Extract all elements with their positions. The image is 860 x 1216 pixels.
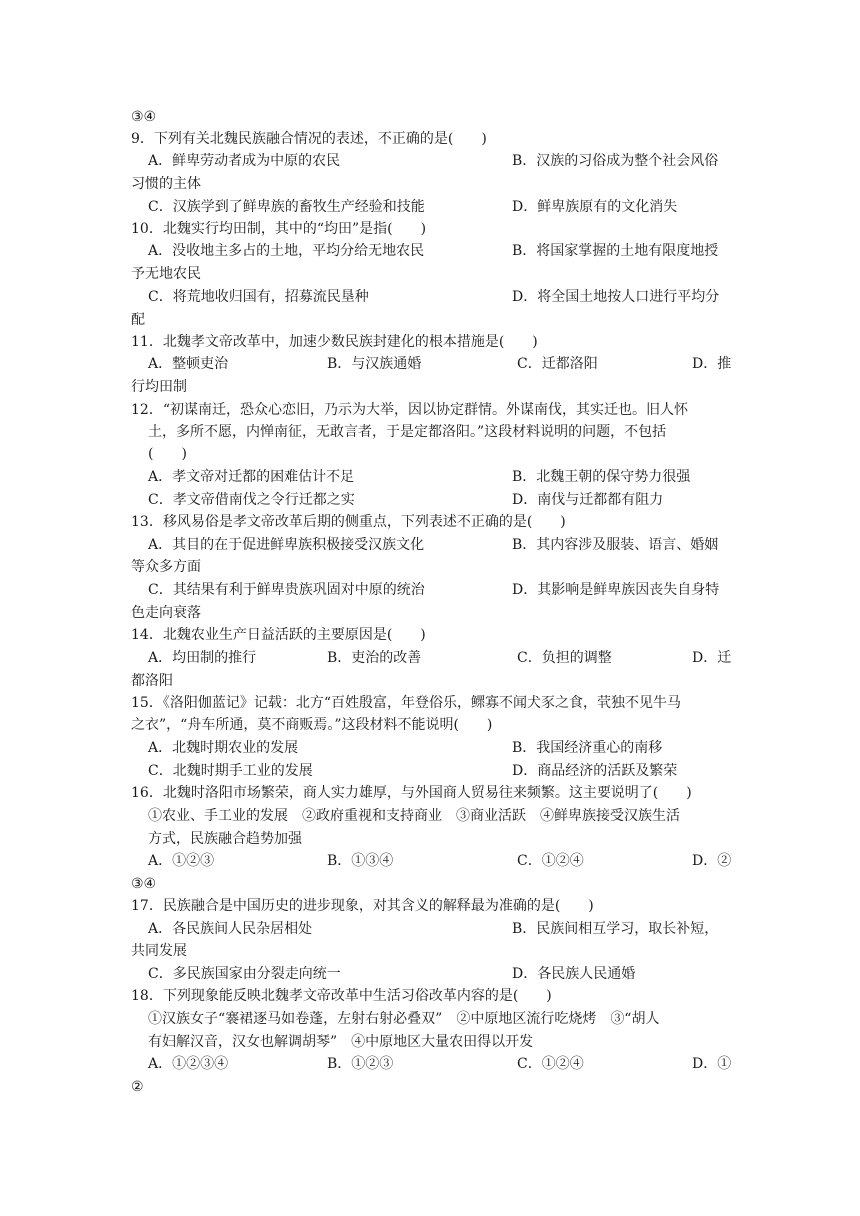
q18-option-a: A．①②③④ <box>148 1056 229 1072</box>
q18-statements: ①汉族女子“褰裙逐马如卷蓬，左射右射必叠双” ②中原地区流行吃烧烤 ③“胡人 <box>148 1011 660 1027</box>
q14-option-a: A．均田制的推行 <box>148 650 257 666</box>
q16-option-d-cont: ③④ <box>131 876 157 892</box>
q10-option-b-cont: 予无地农民 <box>131 266 201 282</box>
q14-option-c: C．负担的调整 <box>517 650 612 666</box>
q17-option-b-cont: 共同发展 <box>131 943 187 959</box>
q9-option-d: D．鲜卑族原有的文化消失 <box>512 199 678 215</box>
question-15-line-2: 之衣”，“舟车所通，莫不商贩焉。”这段材料不能说明( ) <box>131 717 493 733</box>
q14-option-d: D．迁 <box>692 650 732 666</box>
question-15: 15．《洛阳伽蓝记》记载：北方“百姓殷富，年登俗乐，鳏寡不闻犬豕之食，茕独不见牛马 <box>131 695 681 711</box>
q13-option-d-cont: 色走向衰落 <box>131 605 201 621</box>
q17-option-b: B．民族间相互学习，取长补短， <box>512 921 719 937</box>
continuation-line: ③④ <box>131 109 157 125</box>
q10-option-d-cont: 配 <box>131 312 145 328</box>
q13-option-d: D．其影响是鲜卑族因丧失自身特 <box>512 582 720 598</box>
q13-option-a: A．其目的在于促进鲜卑族积极接受汉族文化 <box>148 537 425 553</box>
q17-option-c: C．多民族国家由分裂走向统一 <box>148 966 341 982</box>
q14-option-d-cont: 都洛阳 <box>131 673 173 689</box>
q11-option-c: C．迁都洛阳 <box>517 356 598 372</box>
q16-option-a: A．①②③ <box>148 853 215 869</box>
q16-option-c: C．①②④ <box>517 853 584 869</box>
question-12-line-2: 土，多所不愿，内惮南征，无敢言者，于是定都洛阳。”这段材料说明的问题，不包括 <box>148 424 667 440</box>
q12-option-d: D．南伐与迁都都有阻力 <box>512 492 664 508</box>
q17-option-a: A．各民族间人民杂居相处 <box>148 921 313 937</box>
q10-option-c: C．将荒地收归国有，招募流民垦种 <box>148 289 369 305</box>
q9-option-b: B．汉族的习俗成为整个社会风俗 <box>512 153 719 169</box>
question-16: 16．北魏时洛阳市场繁荣，商人实力雄厚，与外国商人贸易往来频繁。这主要说明了( ) <box>131 785 692 801</box>
q16-statements: ①农业、手工业的发展 ②政府重视和支持商业 ③商业活跃 ④鲜卑族接受汉族生活 <box>148 808 680 824</box>
q15-option-b: B．我国经济重心的南移 <box>512 740 663 756</box>
q15-option-d: D．商品经济的活跃及繁荣 <box>512 763 678 779</box>
q10-option-d: D．将全国土地按人口进行平均分 <box>512 289 720 305</box>
q11-option-b: B．与汉族通婚 <box>327 356 422 372</box>
q13-option-b: B．其内容涉及服装、语言、婚姻 <box>512 537 719 553</box>
q13-option-b-cont: 等众多方面 <box>131 559 201 575</box>
question-14: 14．北魏农业生产日益活跃的主要原因是( ) <box>131 627 426 643</box>
q11-option-d: D．推 <box>692 356 732 372</box>
q11-option-d-cont: 行均田制 <box>131 379 187 395</box>
question-9: 9．下列有关北魏民族融合情况的表述，不正确的是( ) <box>131 131 487 147</box>
q15-option-a: A．北魏时期农业的发展 <box>148 740 299 756</box>
q18-option-c: C．①②④ <box>517 1056 584 1072</box>
q16-statements-cont: 方式，民族融合趋势加强 <box>148 831 302 847</box>
question-10: 10．北魏实行均田制，其中的“均田”是指( ) <box>131 221 427 237</box>
question-12: 12．“初谋南迁，恐众心恋旧，乃示为大举，因以协定群情。外谋南伐，其实迁也。旧人怀 <box>131 402 688 418</box>
q9-option-c: C．汉族学到了鲜卑族的畜牧生产经验和技能 <box>148 199 425 215</box>
q15-option-c: C．北魏时期手工业的发展 <box>148 763 313 779</box>
question-17: 17．民族融合是中国历史的进步现象，对其含义的解释最为准确的是( ) <box>131 898 594 914</box>
q18-option-d: D．① <box>692 1056 732 1072</box>
q9-option-a: A．鲜卑劳动者成为中原的农民 <box>148 153 341 169</box>
q16-option-b: B．①③④ <box>327 853 394 869</box>
q9-option-b-cont: 习惯的主体 <box>131 176 201 192</box>
q16-option-d: D．② <box>692 853 732 869</box>
q18-option-b: B．①②③ <box>327 1056 394 1072</box>
q18-option-d-cont: ② <box>131 1079 144 1095</box>
question-11: 11．北魏孝文帝改革中，加速少数民族封建化的根本措施是( ) <box>131 334 538 350</box>
question-13: 13．移风易俗是孝文帝改革后期的侧重点，下列表述不正确的是( ) <box>131 514 566 530</box>
q11-option-a: A．整顿吏治 <box>148 356 229 372</box>
q12-option-c: C．孝文帝借南伐之令行迁都之实 <box>148 492 355 508</box>
question-12-line-3: ( ) <box>148 446 187 462</box>
q10-option-b: B．将国家掌握的土地有限度地授 <box>512 243 719 259</box>
q14-option-b: B．吏治的改善 <box>327 650 422 666</box>
q10-option-a: A．没收地主多占的土地，平均分给无地农民 <box>148 243 425 259</box>
q12-option-b: B．北魏王朝的保守势力很强 <box>512 469 691 485</box>
q13-option-c: C．其结果有利于鲜卑贵族巩固对中原的统治 <box>148 582 425 598</box>
q17-option-d: D．各民族人民通婚 <box>512 966 636 982</box>
q18-statements-cont: 有妇解汉音，汉女也解调胡琴” ④中原地区大量农田得以开发 <box>148 1034 534 1050</box>
q12-option-a: A．孝文帝对迁都的困难估计不足 <box>148 469 355 485</box>
question-18: 18．下列现象能反映北魏孝文帝改革中生活习俗改革内容的是( ) <box>131 988 552 1004</box>
